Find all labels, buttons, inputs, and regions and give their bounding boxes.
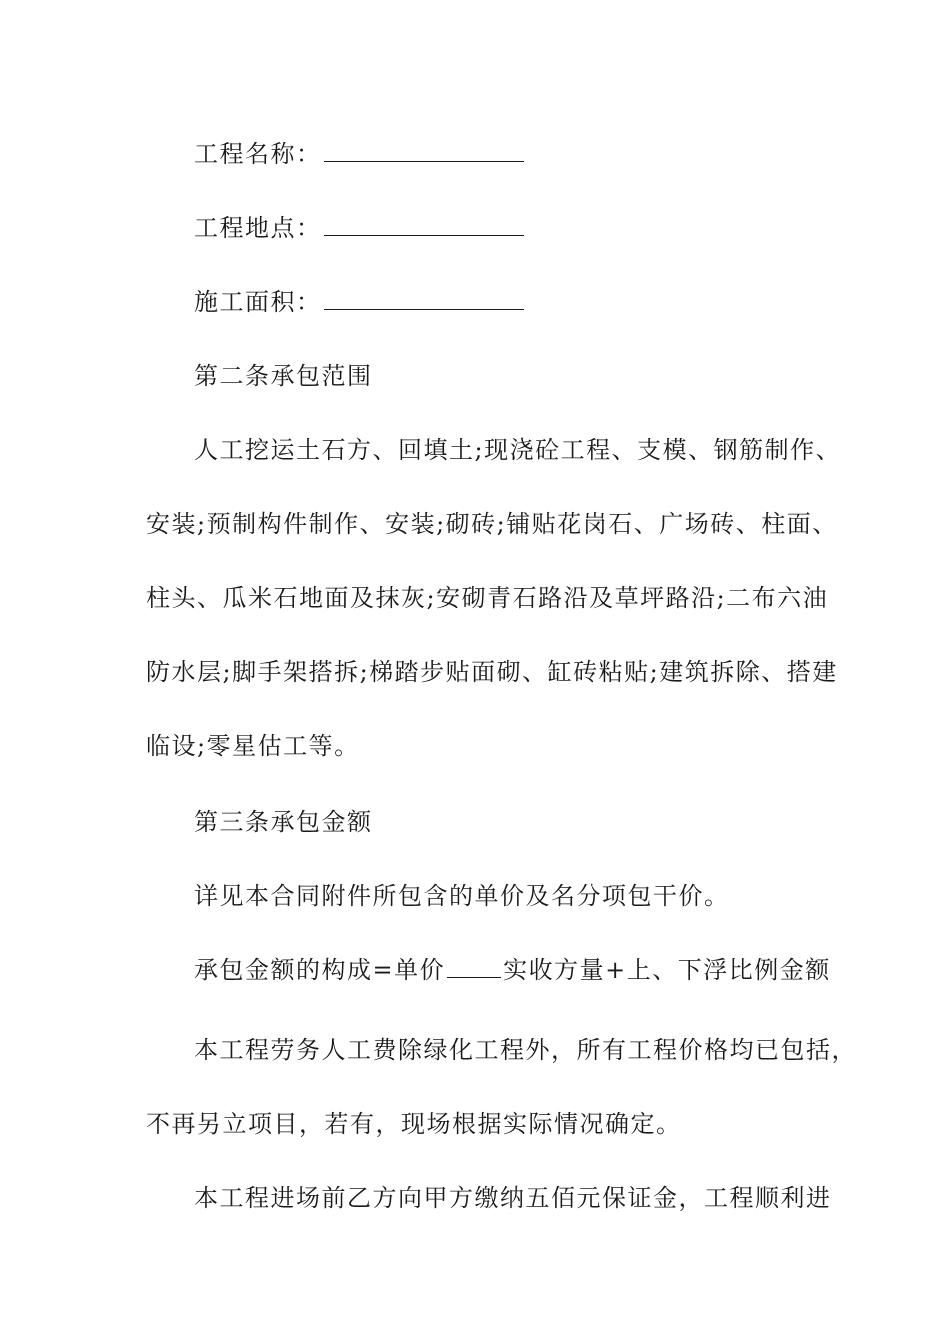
field-project-location [194, 212, 816, 244]
paragraph-line: 本工程进场前乙方向甲方缴纳五佰元保证金，工程顺利进 [194, 1184, 832, 1212]
field-label: 工程地点： [194, 214, 322, 242]
section2-line: 安装;预制构件制作、安装;砌砖;铺贴花岗石、广场砖、柱面、 [146, 510, 838, 538]
fill-blank [324, 141, 524, 162]
section2-line: 临设;零星估工等。 [146, 732, 360, 760]
field-construction-area [194, 286, 816, 318]
section2-heading: 第二条承包范围 [194, 362, 373, 390]
section2-line: 柱头、瓜米石地面及抹灰;安砌青石路沿及草坪路沿;二布六油 [146, 584, 829, 612]
section3-detail: 详见本合同附件所包含的单价及名分项包干价。 [194, 882, 730, 910]
fill-blank [447, 957, 501, 978]
field-project-name [194, 138, 816, 170]
fill-blank [324, 215, 524, 236]
field-label: 施工面积： [194, 288, 322, 316]
section2-line: 防水层;脚手架搭拆;梯踏步贴面砌、缸砖粘贴;建筑拆除、搭建 [146, 658, 838, 686]
paragraph-line: 本工程劳务人工费除绿化工程外，所有工程价格均已包括， [194, 1036, 857, 1064]
section3-heading: 第三条承包金额 [194, 808, 373, 836]
formula-left: 承包金额的构成=单价 [194, 956, 446, 984]
amount-formula [194, 954, 831, 986]
paragraph-line: 不再另立项目，若有，现场根据实际情况确定。 [146, 1110, 682, 1138]
formula-right: 实收方量+上、下浮比例金额 [503, 956, 831, 984]
field-label: 工程名称： [194, 140, 322, 168]
fill-blank [324, 289, 524, 310]
section2-line: 人工挖运土石方、回填土;现浇砼工程、支模、钢筋制作、 [194, 436, 842, 464]
